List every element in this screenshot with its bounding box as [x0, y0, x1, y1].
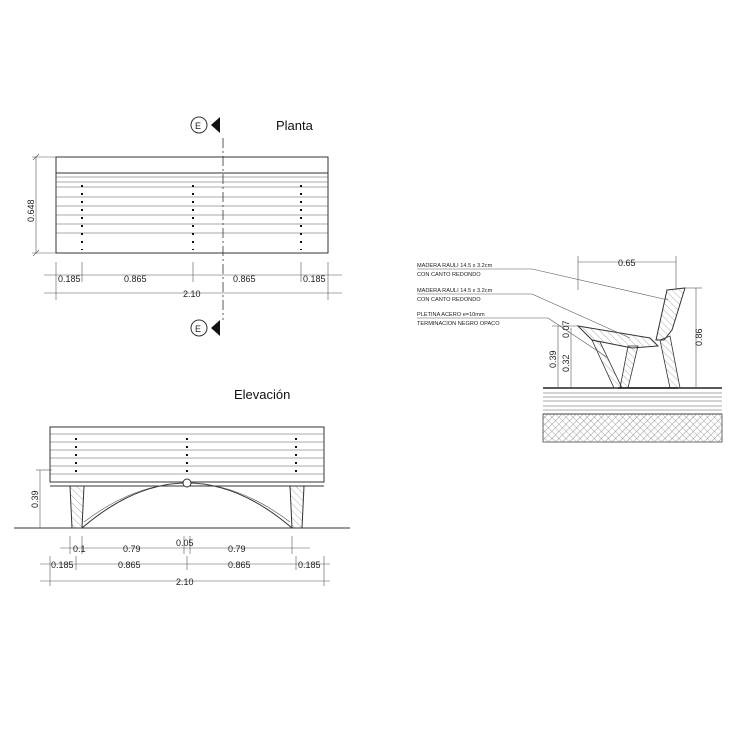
elevation-view [14, 387, 350, 587]
plan-title: Planta [276, 118, 313, 133]
section-bench-profile [578, 288, 685, 388]
plan-seg-3: 0.865 [233, 274, 256, 284]
plan-depth-dimension [26, 154, 56, 256]
section-height-label: 0.86 [694, 328, 704, 346]
elevation-backrest [50, 427, 324, 486]
elevation-seg-3: 0.865 [228, 560, 251, 570]
plan-view [26, 117, 342, 336]
elevation-height-dimension [30, 470, 52, 528]
elevation-title: Elevación [234, 387, 291, 402]
section-small-label: 0.07 [561, 320, 571, 338]
plan-depth-label: 0.648 [26, 199, 36, 222]
note-3: MADERA RAULI 14.5 x 3.2cm [417, 288, 493, 294]
elevation-height-label: 0.39 [30, 490, 40, 508]
elevation-inner-seg-2: 0.79 [123, 544, 141, 554]
section-depth-label: 0.65 [618, 258, 636, 268]
section-ground [543, 388, 722, 442]
section-marker-top-label: E [195, 121, 202, 131]
note-1: MADERA RAULI 14.5 x 3.2cm [417, 263, 493, 269]
elevation-total-label: 2.10 [176, 577, 194, 587]
section-height-dimension [686, 288, 704, 388]
elevation-inner-seg-4: 0.79 [228, 544, 246, 554]
elevation-total-dimension [40, 577, 330, 587]
elevation-seg-4: 0.185 [298, 560, 321, 570]
elevation-seg-1: 0.185 [51, 560, 74, 570]
elevation-inner-seg-1: 0.1 [73, 544, 86, 554]
plan-total-label: 2.10 [183, 289, 201, 299]
section-marker-bottom-label: E [195, 324, 202, 334]
section-left-dimensions [548, 320, 578, 388]
section-depth-dimension [578, 256, 676, 290]
section-view [417, 256, 722, 442]
plan-bench-slats [56, 157, 328, 253]
elevation-seg-2: 0.865 [118, 560, 141, 570]
plan-seg-1: 0.185 [58, 274, 81, 284]
section-marker-bottom [191, 320, 220, 336]
plan-seg-4: 0.185 [303, 274, 326, 284]
note-4: CON CANTO REDONDO [417, 297, 481, 303]
elevation-inner-dimension [60, 536, 310, 554]
note-5: PLETINA ACERO e=10mm [417, 312, 485, 318]
elevation-legs [70, 486, 304, 528]
plan-seg-2: 0.865 [124, 274, 147, 284]
section-seat-height-label: 0.39 [548, 350, 558, 368]
plan-total-dimension [44, 289, 342, 299]
note-6: TERMINACION NEGRO OPACO [417, 321, 500, 327]
plan-support-axes [82, 185, 301, 250]
section-marker-top [191, 117, 220, 133]
elevation-inner-seg-3: 0.05 [176, 538, 194, 548]
section-leg-height-label: 0.32 [561, 354, 571, 372]
note-2: CON CANTO REDONDO [417, 272, 481, 278]
